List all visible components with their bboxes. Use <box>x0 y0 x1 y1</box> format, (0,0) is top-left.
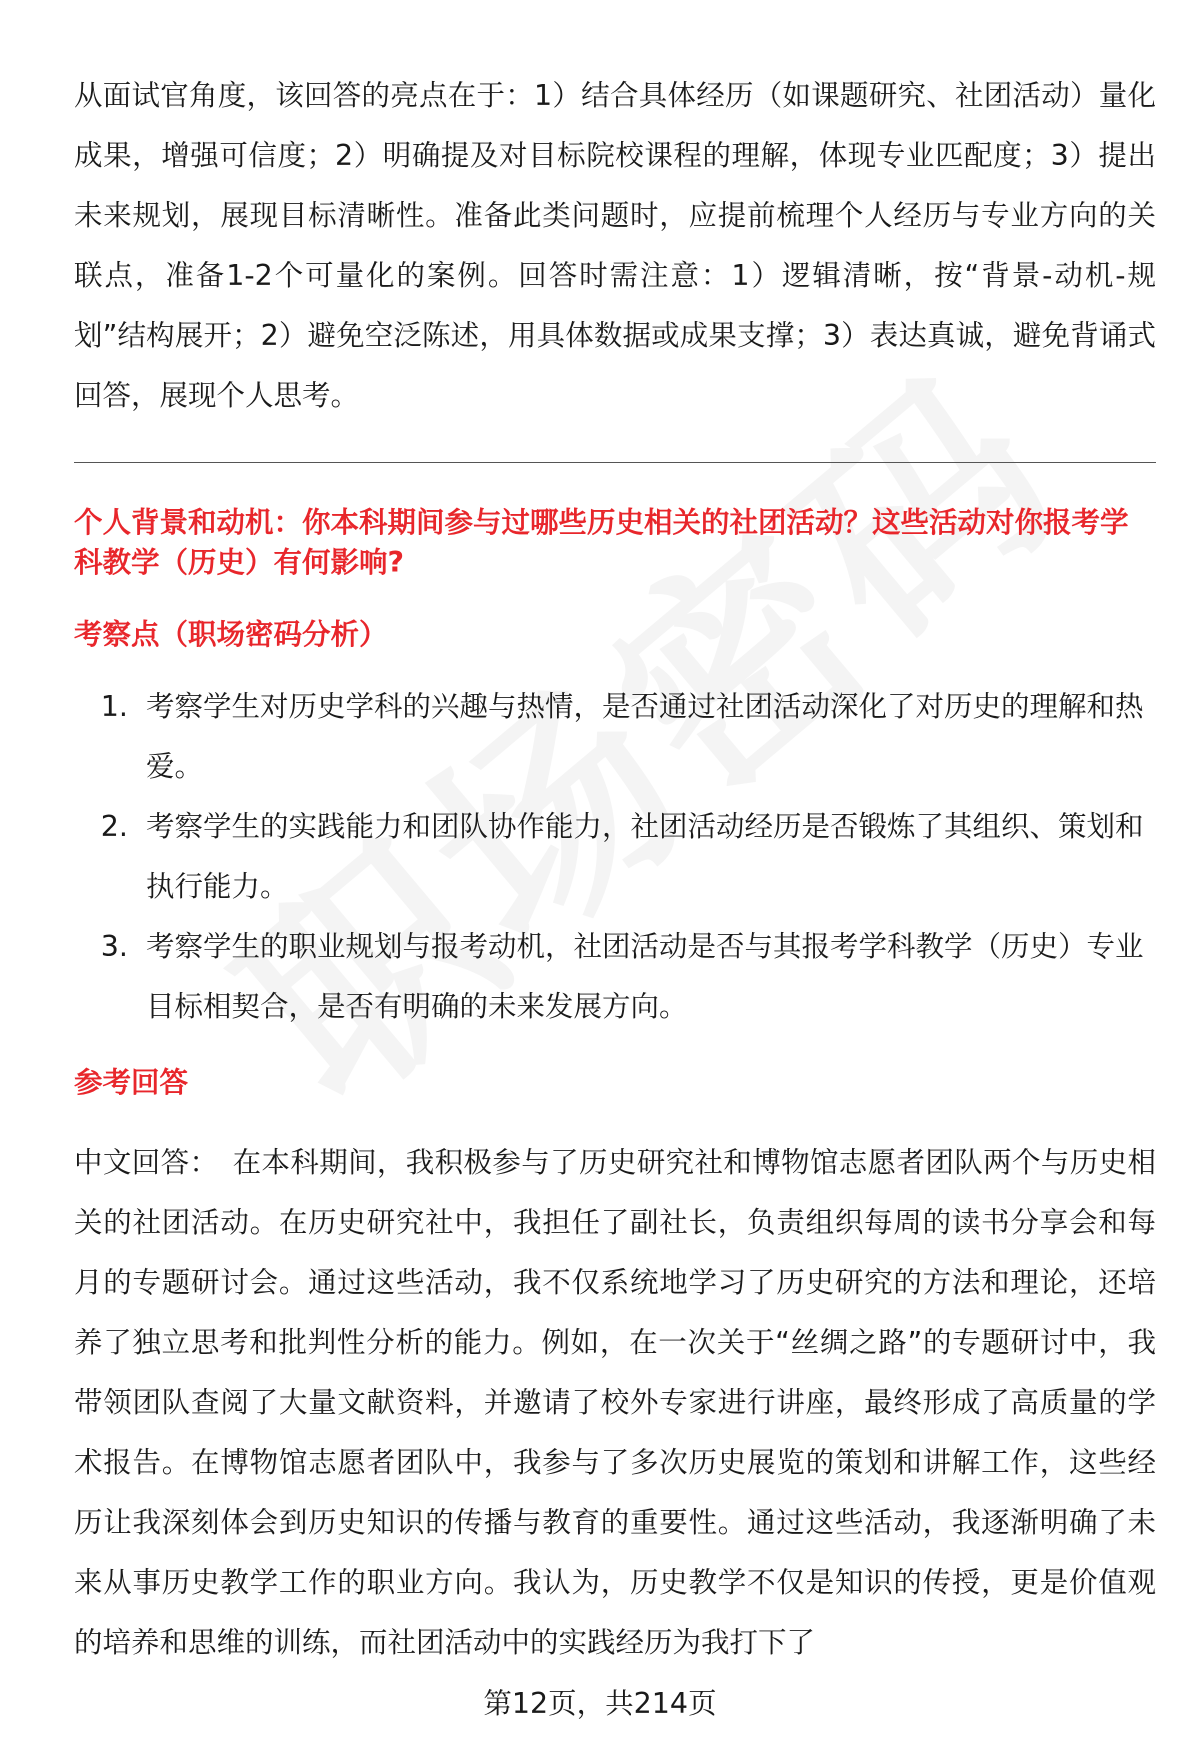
question-heading: 个人背景和动机：你本科期间参与过哪些历史相关的社团活动？这些活动对你报考学科教学（历史）有何影响? <box>74 506 1129 579</box>
answer-text: 在本科期间，我积极参与了历史研究社和博物馆志愿者团队两个与历史相关的社团活动。在历史研究社中，我担任了副社长，负责组织每周的读书分享会和每月的专题研讨会。通过这些活动，我不仅系统地学习了历史研究的方法和理论，还培养了独立思考和批判性分析的能力。例如，在一次关于“丝绸之路”的专题研讨中，我带领团队查阅了大量文献资料，并邀请了校外专家进行讲座，最终形成了高质量的学术报告。在博物馆志愿者团队中，我参与了多次历史展览的策划和讲解工作，这些经历让我深刻体会到历史知识的传播与教育的重要性。通过这些活动，我逐渐明确了未来从事历史教学工作的职业方向。我认为，历史教学不仅是知识的传授，更是价值观的培养和思维的训练，而社团活动中的实践经历为我打下了 <box>74 1146 1156 1659</box>
list-item-text: 考察学生对历史学科的兴趣与热情，是否通过社团活动深化了对历史的理解和热爱。 <box>146 690 1144 783</box>
list-item <box>74 797 1156 917</box>
list-item-text: 考察学生的实践能力和团队协作能力，社团活动经历是否锻炼了其组织、策划和执行能力。 <box>146 810 1144 903</box>
assessment-list <box>74 677 1156 1037</box>
assessment-heading: 考察点（职场密码分析） <box>74 618 388 651</box>
list-item <box>74 917 1156 1037</box>
answer-label: 中文回答： <box>74 1146 219 1179</box>
document-page <box>74 66 1156 1673</box>
list-item-number: 3. <box>100 930 128 963</box>
page-number-footer: 第12页，共214页 <box>483 1687 717 1720</box>
list-item <box>74 677 1156 797</box>
section-divider <box>74 462 1156 463</box>
list-item-number: 2. <box>100 810 128 843</box>
list-item-number: 1. <box>100 690 128 723</box>
reference-answer-heading: 参考回答 <box>74 1066 189 1099</box>
list-item-text: 考察学生的职业规划与报考动机，社团活动是否与其报考学科教学（历史）专业目标相契合，是否有明确的未来发展方向。 <box>146 930 1144 1023</box>
answer-paragraph <box>74 1133 1156 1673</box>
intro-paragraph: 从面试官角度，该回答的亮点在于：1）结合具体经历（如课题研究、社团活动）量化成果，增强可信度；2）明确提及对目标院校课程的理解，体现专业匹配度；3）提出未来规划，展现目标清晰性。准备此类问题时，应提前梳理个人经历与专业方向的关联点，准备1-2个可量化的案例。回答时需注意：1）逻辑清晰，按“背景-动机-规划”结构展开；2）避免空泛陈述，用具体数据或成果支撑；3）表达真诚，避免背诵式回答，展现个人思考。 <box>74 79 1156 412</box>
